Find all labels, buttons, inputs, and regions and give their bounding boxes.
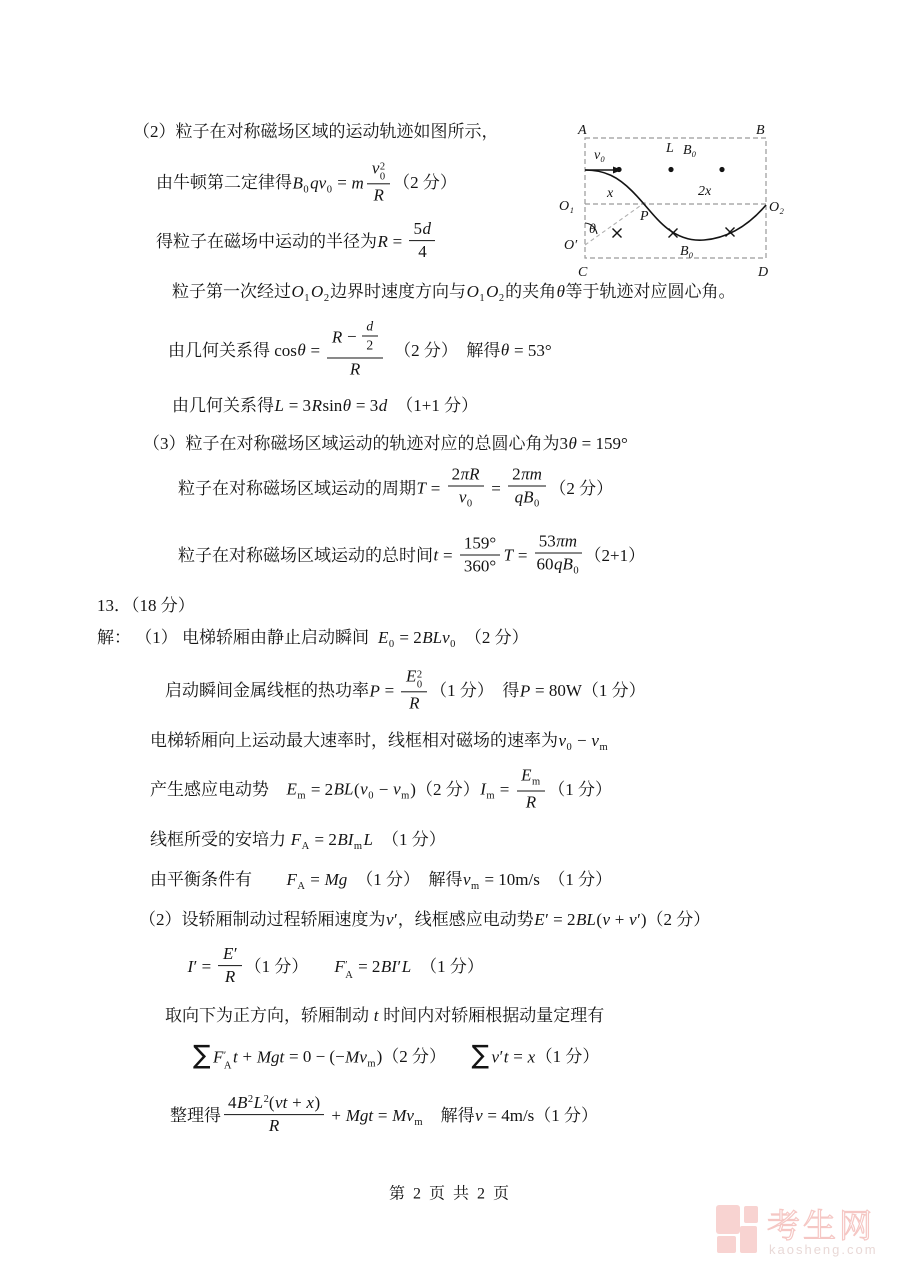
math-token: )（2 分）	[376, 1046, 472, 1066]
math-token: L	[363, 830, 374, 850]
newton-second-law	[156, 160, 457, 207]
math-token: 159°	[463, 533, 497, 553]
math-token: ′ = 2	[545, 909, 576, 929]
math-token: （1 分）	[373, 830, 446, 850]
math-token: v	[458, 487, 467, 507]
math-token: d	[378, 395, 388, 415]
diagram-label-v0: v₀	[594, 148, 606, 163]
math-token: 时间内对轿厢根据动量定理有	[378, 1005, 605, 1025]
math-token: = 10m/s （1 分）	[480, 870, 613, 890]
math-token: （1 分）	[535, 1046, 600, 1066]
math-token: = 4m/s（1 分）	[483, 1105, 599, 1125]
math-token: 启动瞬间金属线框的热功率	[165, 680, 369, 700]
math-token: +	[287, 1093, 306, 1113]
math-token	[367, 158, 390, 205]
math-token: 2	[451, 464, 461, 484]
math-token: x	[527, 1046, 536, 1066]
math-token: （2 分） 解得	[385, 340, 501, 360]
math-token: t	[233, 1046, 238, 1066]
math-token: R	[409, 693, 420, 713]
math-token: L	[253, 1093, 264, 1113]
math-token: θ	[342, 395, 352, 415]
math-token	[224, 1093, 324, 1137]
math-token: 5	[413, 219, 422, 239]
math-token: ′，线框感应电动势	[394, 909, 534, 929]
math-token: （2+1）	[584, 545, 646, 565]
math-token: 粒子在对称磁场区域运动的周期	[178, 478, 416, 498]
math-token: F	[213, 1046, 224, 1066]
math-token: R	[224, 967, 236, 987]
math-token: (	[596, 909, 602, 929]
momentum-equation	[193, 1042, 599, 1073]
math-token: I	[187, 956, 194, 976]
math-token: 2	[366, 337, 374, 353]
math-token: t	[433, 545, 439, 565]
math-token: =	[495, 779, 514, 799]
math-token: 2 0	[416, 669, 423, 691]
math-token: v	[463, 870, 471, 890]
math-token: = 3	[351, 395, 379, 415]
math-token: =	[426, 478, 445, 498]
math-token: −	[572, 731, 591, 751]
math-token: 的夹角	[505, 282, 557, 302]
q13-start-emf	[97, 628, 529, 652]
final-result	[170, 1095, 598, 1139]
math-token: +	[238, 1046, 257, 1066]
math-token: πm	[556, 531, 577, 551]
q13-header	[97, 596, 195, 616]
math-token: 4	[228, 1093, 237, 1113]
math-token: 1	[479, 293, 485, 305]
math-token: （1 分） 得	[430, 680, 520, 700]
math-token: 0	[303, 183, 309, 195]
part2-braking-emf	[139, 910, 710, 930]
math-token: v	[371, 158, 380, 178]
math-token: ′	[397, 956, 402, 976]
math-token: v	[591, 731, 599, 751]
math-token: 4	[418, 242, 427, 262]
math-token: ′	[233, 944, 238, 964]
math-token: 0	[534, 498, 540, 510]
math-token: L	[401, 956, 412, 976]
max-speed-statement	[150, 731, 609, 755]
math-token: 线框所受的安培力	[150, 830, 291, 850]
math-token: ∑	[193, 1040, 211, 1071]
math-token: I	[480, 779, 486, 799]
math-token: F	[334, 956, 345, 976]
math-token: qB	[514, 487, 534, 507]
math-token	[508, 465, 546, 512]
math-token: E	[378, 628, 389, 648]
math-token: m	[401, 790, 410, 802]
math-token: vt	[275, 1093, 288, 1113]
math-token: πm	[521, 464, 542, 484]
math-token: (	[268, 1093, 275, 1113]
math-token: P	[369, 680, 380, 700]
math-token: 13．（18 分）	[97, 595, 195, 615]
math-token: P	[519, 680, 531, 700]
math-token: 60	[536, 554, 554, 574]
braking-current-force	[187, 946, 484, 990]
math-token: 粒子第一次经过	[172, 282, 291, 302]
math-token: =	[388, 231, 407, 251]
math-token: Mg	[324, 870, 348, 890]
induced-emf	[150, 765, 612, 815]
math-token: E	[405, 666, 417, 686]
math-token: 解： （1） 电梯轿厢由静止启动瞬间	[97, 628, 378, 648]
math-token: = 2	[395, 628, 422, 648]
math-token: 解得	[423, 1105, 475, 1125]
math-token: BL	[575, 909, 596, 929]
math-token: A	[297, 881, 305, 893]
math-token: 由牛顿第二定律得	[156, 172, 292, 192]
math-token: =	[513, 545, 532, 565]
diagram-label-C: C	[578, 265, 588, 280]
math-token: Mgt	[256, 1046, 285, 1066]
math-token: )（2 分）	[410, 779, 480, 799]
math-token: （2）设轿厢制动过程轿厢速度为	[139, 909, 386, 929]
kaosheng-logo-mark	[716, 1205, 758, 1253]
diagram-label-L: L	[666, 141, 674, 156]
math-token: 边界时速度方向与	[330, 282, 467, 302]
math-token: （2）粒子在对称磁场区域的运动轨迹如图所示，	[133, 121, 499, 141]
math-token: =	[486, 478, 506, 498]
diagram-label-A: A	[578, 123, 587, 138]
period-equation	[178, 464, 614, 514]
math-token: +	[327, 1105, 346, 1125]
part2-intro	[133, 122, 499, 142]
math-token: =	[373, 1105, 392, 1125]
equilibrium	[150, 870, 612, 894]
math-token: 粒子在对称磁场区域运动的总时间	[178, 545, 433, 565]
diagram-label-B0-bottom: B₀	[680, 244, 694, 259]
math-token: 2	[263, 1094, 269, 1106]
math-token: R	[525, 792, 537, 812]
math-token: qv	[310, 172, 327, 192]
math-token: m	[486, 790, 495, 802]
math-token: d	[366, 318, 374, 334]
magnetic-field-diagram	[556, 106, 796, 286]
math-token: m	[367, 1057, 376, 1069]
cos-theta-equation	[168, 318, 552, 381]
math-token: −	[374, 779, 393, 799]
field-crosses-into-page	[613, 228, 735, 238]
page-number-footer: 第 2 页 共 2 页	[388, 1185, 511, 1203]
math-token: 0	[573, 565, 579, 577]
math-token: )	[314, 1093, 321, 1113]
math-token: v	[360, 779, 368, 799]
math-token: O	[486, 282, 499, 302]
math-token: 2 0	[379, 161, 386, 183]
math-token: F	[290, 830, 302, 850]
math-token: L	[274, 395, 284, 415]
math-token: （1+1 分）	[387, 395, 479, 415]
total-time-equation	[178, 531, 646, 581]
math-token: qB	[554, 554, 573, 574]
math-token: m	[351, 172, 364, 192]
math-token: E	[534, 909, 545, 929]
math-token: 2	[247, 1094, 254, 1106]
math-token: =	[509, 1046, 528, 1066]
math-token: R	[373, 185, 384, 205]
math-token: ′	[499, 1046, 504, 1066]
math-token: =	[306, 340, 325, 360]
math-token: 2	[512, 464, 521, 484]
radius-result	[156, 221, 438, 265]
L-equation	[172, 396, 478, 416]
math-token	[401, 666, 427, 713]
math-token: πR	[460, 464, 480, 484]
math-token: m	[599, 742, 608, 754]
math-token	[517, 766, 546, 813]
math-token: O	[466, 282, 479, 302]
math-token: 0	[368, 790, 374, 802]
math-token: = 2	[353, 956, 381, 976]
math-token: (	[354, 779, 360, 799]
math-token: 得粒子在磁场中运动的半径为	[156, 231, 377, 251]
math-token: E	[521, 765, 532, 785]
math-token: （1 分）	[548, 779, 612, 799]
math-token: T	[503, 545, 514, 565]
math-token: =	[332, 172, 352, 192]
math-token: 等于轨迹对应圆心角。	[565, 282, 736, 302]
math-token: 53	[538, 531, 556, 551]
math-token: Mgt	[345, 1105, 374, 1125]
math-token: v	[629, 909, 637, 929]
math-token: sin	[322, 395, 343, 415]
math-token	[460, 533, 500, 577]
math-token: 1	[304, 293, 310, 305]
math-token: m	[532, 776, 541, 788]
diagram-label-D: D	[758, 265, 769, 280]
math-token: v	[475, 1105, 483, 1125]
math-token: O	[311, 282, 324, 302]
math-token: m	[414, 1116, 423, 1128]
math-token: B	[237, 1093, 248, 1113]
math-token: θ	[500, 340, 510, 360]
math-token: m	[297, 790, 306, 802]
kaosheng-watermark-logo	[714, 1200, 894, 1260]
math-token: 取向下为正方向，轿厢制动	[165, 1005, 374, 1025]
math-token: E	[222, 944, 234, 964]
math-token: ′ A	[345, 959, 353, 981]
math-token: t	[503, 1046, 509, 1066]
math-token: （1 分） 解得	[347, 870, 463, 890]
math-token: ′ A	[223, 1049, 232, 1071]
math-token: v	[386, 909, 394, 929]
diagram-label-2x: 2x	[698, 184, 712, 199]
math-token	[327, 320, 382, 379]
math-token: v	[602, 909, 611, 929]
math-token: R	[377, 231, 388, 251]
math-token: Mv	[392, 1105, 414, 1125]
math-token: =	[380, 680, 399, 700]
math-token: m	[353, 841, 363, 853]
math-token: = 3	[284, 395, 312, 415]
math-token	[448, 465, 484, 512]
math-token	[218, 944, 241, 988]
math-token: v	[558, 731, 567, 751]
diagram-label-O2: O₂	[769, 200, 784, 215]
math-token: 由几何关系得 cos	[168, 340, 297, 360]
math-token: ∑	[471, 1040, 490, 1071]
math-token: 360°	[463, 556, 497, 576]
diagram-label-theta: θ	[589, 222, 596, 237]
math-token	[409, 219, 435, 263]
math-token: 由几何关系得	[172, 395, 274, 415]
math-token: 0	[450, 639, 456, 651]
math-token: T	[416, 478, 426, 498]
math-token: 0	[388, 639, 395, 651]
math-token: R	[311, 395, 322, 415]
math-token: O	[291, 282, 304, 302]
kaosheng-domain-text: kaosheng.com	[769, 1242, 878, 1257]
math-token: R	[331, 327, 343, 347]
math-token	[535, 532, 582, 579]
math-token: t	[373, 1005, 379, 1025]
math-token: θ	[297, 340, 306, 360]
math-token: 由平衡条件有	[150, 870, 286, 890]
math-token: E	[286, 779, 297, 799]
diagram-label-O1: O₁	[559, 199, 574, 214]
math-token: = 53°	[509, 340, 552, 360]
diagram-label-B: B	[756, 123, 765, 138]
math-token: d	[422, 219, 431, 239]
math-token: 整理得	[170, 1105, 221, 1125]
math-token: B	[292, 172, 303, 192]
math-token: BL	[333, 779, 354, 799]
diagram-label-x: x	[607, 186, 614, 201]
math-token: 2	[323, 293, 330, 305]
math-token: = 159°	[577, 433, 628, 453]
math-token: （1 分）	[411, 956, 484, 976]
math-token: （2 分）	[393, 172, 457, 192]
math-token: 0	[466, 498, 473, 510]
math-token: BI	[337, 830, 354, 850]
math-token: R	[268, 1116, 280, 1136]
math-token: m	[471, 881, 480, 893]
math-token: （2 分）	[549, 478, 614, 498]
math-token: 2	[498, 293, 505, 305]
math-token: 0	[566, 742, 572, 754]
part3-total-angle	[143, 434, 628, 454]
math-token: BI	[380, 956, 397, 976]
math-token: R	[349, 359, 361, 379]
math-token: F	[286, 870, 297, 890]
math-token: θ	[568, 433, 577, 453]
math-token: A	[301, 841, 310, 853]
diagram-label-P: P	[640, 209, 649, 224]
math-token: −	[342, 327, 361, 347]
momentum-theorem-statement	[165, 1006, 604, 1026]
math-token: （1 分）	[244, 956, 334, 976]
math-token: +	[610, 909, 629, 929]
math-token: θ	[556, 282, 565, 302]
math-token: 产生感应电动势	[150, 779, 286, 799]
math-token: （2 分）	[456, 628, 529, 648]
diagram-label-Oprime: O′	[564, 238, 578, 253]
math-token: ′ =	[193, 956, 216, 976]
math-token: v	[491, 1046, 500, 1066]
thermal-power	[165, 668, 646, 715]
math-token: 电梯轿厢向上运动最大速率时，线框相对磁场的速率为	[150, 731, 558, 751]
math-token	[362, 318, 378, 354]
math-token: = 2	[306, 779, 334, 799]
ampere-force	[150, 830, 446, 854]
math-token: v	[393, 779, 401, 799]
math-token: ′)（2 分）	[637, 909, 711, 929]
math-token: （3）粒子在对称磁场区域运动的轨迹对应的总圆心角为3	[143, 433, 568, 453]
math-token: =	[305, 870, 325, 890]
math-token: =	[438, 545, 457, 565]
kaosheng-brand-text: 考生网	[767, 1207, 875, 1244]
math-token: BLv	[422, 628, 450, 648]
math-token: = 2	[310, 830, 337, 850]
math-token: Mv	[345, 1046, 367, 1066]
math-token: = 80W（1 分）	[530, 680, 646, 700]
field-dots-out-of-page	[616, 167, 724, 172]
math-token: x	[306, 1093, 314, 1113]
diagram-label-B0-top: B₀	[683, 143, 697, 158]
math-token: 0	[326, 183, 332, 195]
math-token: = 0 − (−	[284, 1046, 345, 1066]
